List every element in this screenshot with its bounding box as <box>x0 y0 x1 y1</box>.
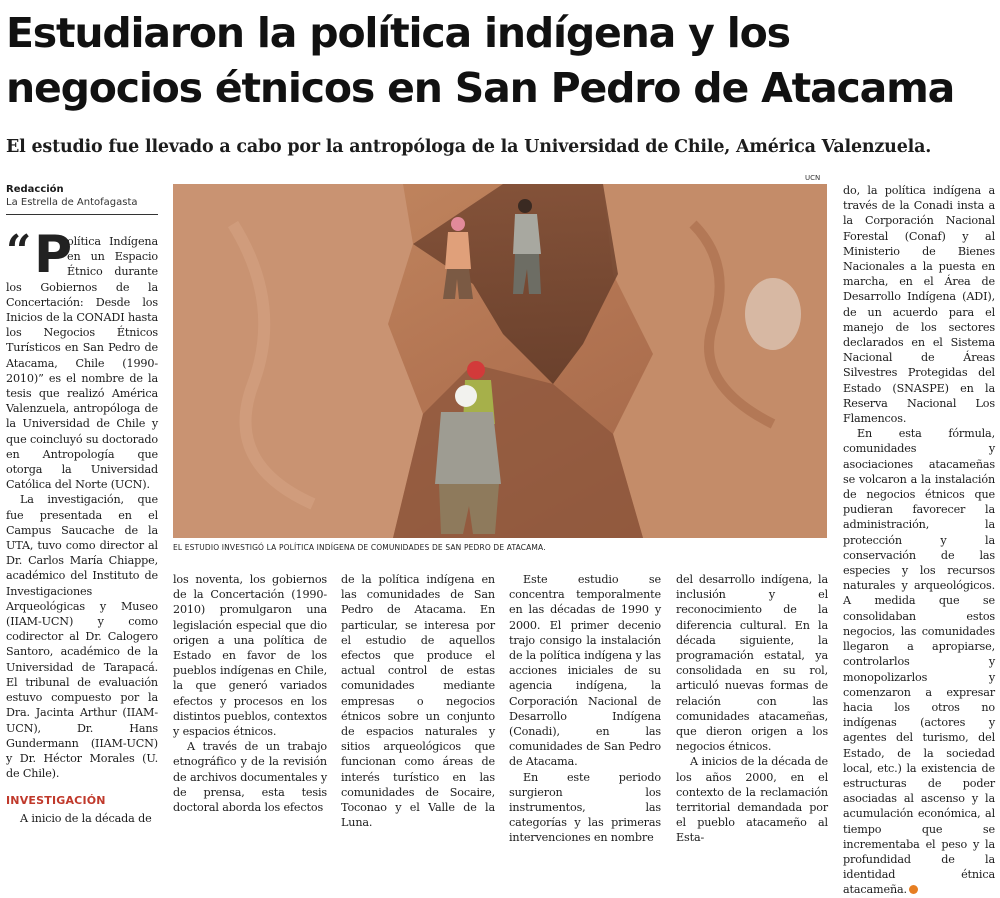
article-column-2 <box>173 572 327 822</box>
paragraph: En este periodo surgieron los instrumentos, las categorías y las primeras intervenciones en nombre <box>509 770 661 845</box>
byline-author: Redacción <box>6 184 64 195</box>
paragraph: olítica Indígena en un Espacio Étnico durante los Gobiernos de la Concertación: Desde los Inicios de la CONADI hasta los Negocios Étnicos Turísticos en San Pedro de Atacama, Chile (1990-2010)” es el nombre de la tesis que realizó América Valenzuela, antropóloga de la Universidad de Chile y que coincluyó su doctorado en Antropología que otorga la Universidad Católica del Norte (UCN). <box>6 235 158 492</box>
paragraph-text: En esta fórmula, comunidades y asociaciones atacameñas se volcaron a la instalación de negocios étnicos que pudieran favorecer la administración, la protección y la conservación de las especies y los recursos naturales y arqueológicos. A medida que se consolidaban estos negocios, las comunidades llegaron a apropiarse, controlarlos y monopolizarlos y comenzaron a expresar hacia los otros no indígenas (actores y agentes del turismo, del Estado, de la sociedad local, etc.) la existencia de estructuras de poder asociadas al ascenso y la acumulación económica, al tiempo que se incrementaba el peso y la profundidad de la identidad étnica atacameña. <box>843 427 995 897</box>
lead-paragraph <box>6 225 158 492</box>
dropcap: P <box>34 225 72 285</box>
photo-caption: EL ESTUDIO INVESTIGÓ LA POLÍTICA INDÍGENA DE COMUNIDADES DE SAN PEDRO DE ATACAMA. <box>173 543 546 552</box>
article-column-1 <box>6 225 158 825</box>
paragraph <box>843 426 995 897</box>
byline-publication: La Estrella de Antofagasta <box>6 197 138 208</box>
article-column-6 <box>843 183 995 897</box>
article-column-4 <box>509 572 661 845</box>
headline-line-1: Estudiaron la política indígena y los <box>6 9 790 57</box>
paragraph: Este estudio se concentra temporalmente en las décadas de 1990 y 2000. El primer decenio trajo consigo la instalación de la política indígena y las acciones iniciales de su agencia indígena, la Corporación Nacional de Desarrollo Indígena (Conadi), en las comunidades de San Pedro de Atacama. <box>509 573 661 769</box>
quote-mark: “ <box>6 226 32 277</box>
section-heading: INVESTIGACIÓN <box>6 794 106 808</box>
paragraph: A inicio de la década de <box>20 811 152 825</box>
article-column-3 <box>341 572 495 830</box>
photo-credit: UCN <box>805 174 821 182</box>
paragraph: do, la política indígena a través de la Conadi insta a la Corporación Nacional Forestal (Conaf) y al Ministerio de Bienes Nacionales a la puesta en marcha, en el Área de Desarrollo Indígena (ADI), de un acuerdo para el manejo de los sectores declarados en el Sistema Nacional de Áreas Silvestres Protegidas del Estado (SNASPE) en la Reserva Nacional Los Flamencos. <box>843 184 995 426</box>
paragraph: los noventa, los gobiernos de la Concertación (1990-2010) promulgaron una legislación especial que dio origen a una política de Estado en favor de los pueblos indígenas en Chile, la que generó variados efectos y procesos en los distintos pueblos, contextos y espacios étnicos. <box>173 573 328 739</box>
headline <box>6 6 996 116</box>
paragraph: La investigación, que fue presentada en el Campus Saucache de la UTA, tuvo como director al Dr. Carlos María Chiappe, académico del Instituto de Investigaciones Arqueológicas y Museo (IIAM-UCN) y como codirector al Dr. Calogero Santoro, académico de la Universidad de Tarapacá. El tribunal de evaluación estuvo compuesto por la Dra. Jacinta Arthur (IIAM-UCN), Dr. Hans Gundermann (IIAM-UCN) y Dr. Héctor Morales (U. de Chile). <box>6 493 158 781</box>
paragraph: del desarrollo indígena, la inclusión y el reconocimiento de la diferencia cultural. En la década siguiente, la programación estatal, ya consolidada en su rol, articuló nuevas formas de relación con las comunidades atacameñas, que dieron origen a los negocios étnicos. <box>676 573 828 754</box>
subheadline: El estudio fue llevado a cabo por la antropóloga de la Universidad de Chile, América Valenzuela. <box>6 137 932 157</box>
byline <box>6 183 158 215</box>
canyon-photo <box>173 184 827 538</box>
article-column-5 <box>676 572 828 845</box>
paragraph: A inicios de la década de los años 2000, en el contexto de la reclamación territorial demandada por el pueblo atacameño al Esta- <box>676 755 828 845</box>
paragraph: de la política indígena en las comunidades de San Pedro de Atacama. En particular, se interesa por el estudio de aquellos efectos que produce el actual control de estas comunidades mediante empresas o negocios étnicos sobre un conjunto de espacios naturales y sitios arqueológicos que funcionan como áreas de interés turístico en las comunidades de Socaire, Toconao y el Valle de la Luna. <box>341 573 495 830</box>
end-of-article-icon <box>909 885 918 894</box>
headline-line-2: negocios étnicos en San Pedro de Atacama <box>6 64 955 112</box>
paragraph: A través de un trabajo etnográfico y de la revisión de archivos documentales y de prensa, esta tesis doctoral aborda los efectos <box>173 740 327 815</box>
